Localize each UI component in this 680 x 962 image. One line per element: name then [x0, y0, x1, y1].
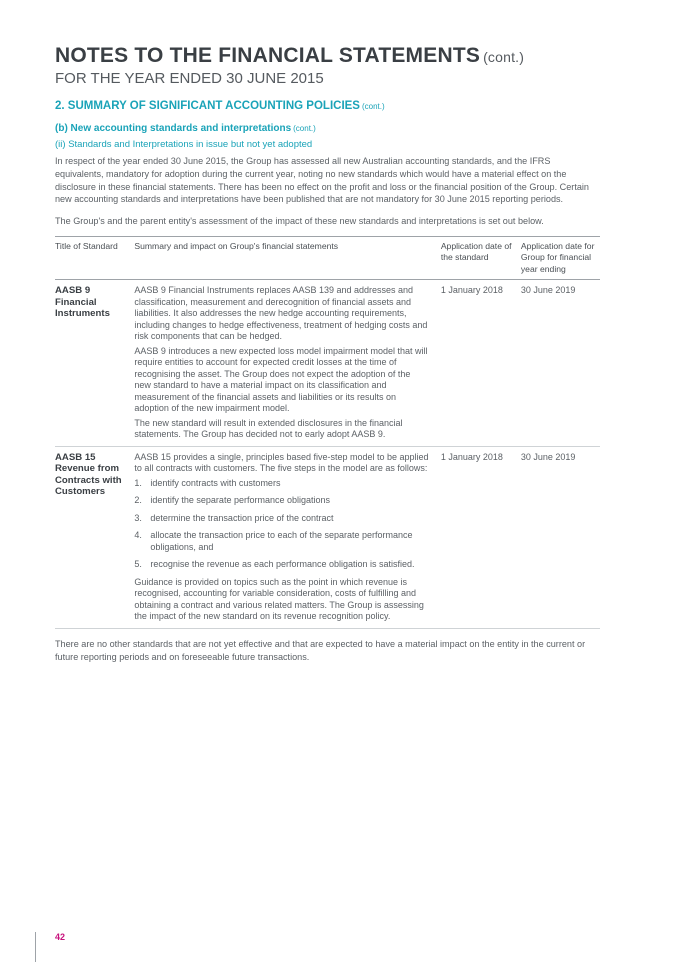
summary-paragraph: AASB 15 provides a single, principles based five-step model to be applied to all contracts with customers. The five steps in the model are as follows: — [134, 451, 429, 474]
section-heading-cont: (cont.) — [361, 102, 385, 111]
group-application-date: 30 June 2019 — [520, 285, 576, 296]
application-date: 1 January 2018 — [440, 285, 503, 296]
table-row — [55, 280, 600, 447]
page-subtitle: FOR THE YEAR ENDED 30 JUNE 2015 — [55, 70, 324, 87]
summary-paragraph: AASB 9 introduces a new expected loss model impairment model that will require entities to account for expected credit losses at the time of recognising the asset. The Group does not expect the adoption of the new standard to have a material impact on its classification and measurement of the financial assets and liabilities or its results on adoption of the new impairment model. — [134, 345, 428, 414]
subsection-heading-text: (b) New accounting standards and interpretations — [55, 123, 292, 134]
table-row — [55, 446, 600, 628]
list-item — [134, 478, 428, 490]
list-item — [134, 530, 428, 553]
page-title — [55, 44, 600, 69]
closing-paragraph: There are no other standards that are not yet effective and that are expected to have a material impact on the entity in the current or future reporting periods and on foreseeable future transactions. — [55, 638, 586, 662]
step-number: 2. — [134, 495, 142, 506]
subsubsection-heading: (ii) Standards and Interpretations in issue but not yet adopted — [55, 139, 313, 150]
section-heading — [55, 100, 600, 112]
table-header-row — [55, 236, 600, 280]
step-text: recognise the revenue as each performance obligation is satisfied. — [150, 559, 415, 570]
summary-paragraph: AASB 9 Financial Instruments replaces AASB 139 and addresses and classification, measurement and derecognition of financial assets and liabilities. It also addresses the new hedge accounting requirements, including changes to hedge effectiveness, treatment of hedging costs and risk components that can be hedged. — [134, 285, 428, 342]
page-title-cont: (cont.) — [483, 49, 525, 65]
standard-summary — [134, 446, 440, 628]
summary-paragraph: Guidance is provided on topics such as the point in which revenue is recognised, accounting for variable consideration, costs of fulfilling and obtaining a contract and various related matters. The Group is assessing the impact of the new standard on its revenue recognition policy. — [134, 576, 424, 622]
intro-paragraph: The Group's and the parent entity's assessment of the impact of these new standards and interpretations is set out below. — [55, 216, 544, 227]
step-number: 4. — [134, 530, 142, 541]
step-number: 5. — [134, 559, 142, 570]
step-text: allocate the transaction price to each of the separate performance obligations, and — [150, 530, 413, 552]
summary-paragraph: The new standard will result in extended disclosures in the financial statements. The Group has decided not to early adopt AASB 9. — [134, 417, 403, 440]
list-item — [134, 559, 428, 571]
standard-title: AASB 15 Revenue from Contracts with Customers — [55, 451, 122, 498]
list-item — [134, 513, 428, 525]
step-number: 3. — [134, 512, 142, 523]
steps-list — [134, 478, 428, 571]
list-item — [134, 495, 428, 507]
section-heading-text: 2. SUMMARY OF SIGNIFICANT ACCOUNTING POLICIES — [55, 100, 360, 112]
table-header-summary: Summary and impact on Group's financial statements — [134, 240, 339, 251]
application-date: 1 January 2018 — [440, 451, 503, 462]
page-margin-rule — [35, 932, 36, 962]
subsection-heading-cont: (cont.) — [293, 124, 316, 133]
page-number: 42 — [55, 932, 66, 942]
page-content — [55, 44, 600, 664]
group-application-date: 30 June 2019 — [520, 451, 576, 462]
standards-table — [55, 236, 600, 629]
step-text: identify contracts with customers — [150, 477, 281, 488]
step-text: determine the transaction price of the contract — [150, 512, 334, 523]
standard-summary — [134, 280, 440, 447]
standard-title: AASB 9 Financial Instruments — [55, 285, 110, 320]
table-header-group-date: Application date for Group for financial year ending — [520, 240, 595, 274]
step-text: identify the separate performance obligations — [150, 495, 330, 506]
subsection-heading — [55, 123, 600, 134]
page-title-text: NOTES TO THE FINANCIAL STATEMENTS — [55, 44, 481, 67]
table-header-application-date: Application date of the standard — [440, 240, 512, 263]
intro-paragraph: In respect of the year ended 30 June 2015, the Group has assessed all new Australian accounting standards, and the IFRS equivalents, mandatory for adoption during the current year, noting no new standards which would have a material effect on the disclosure in these financial statements. There has been no effect on the profit and loss or the financial position of the Group. Certain new accounting standards and interpretations have been published that are not mandatory for 30 June 2015 reporting periods. — [55, 156, 589, 205]
table-header-title: Title of Standard — [55, 240, 118, 251]
step-number: 1. — [134, 477, 142, 488]
